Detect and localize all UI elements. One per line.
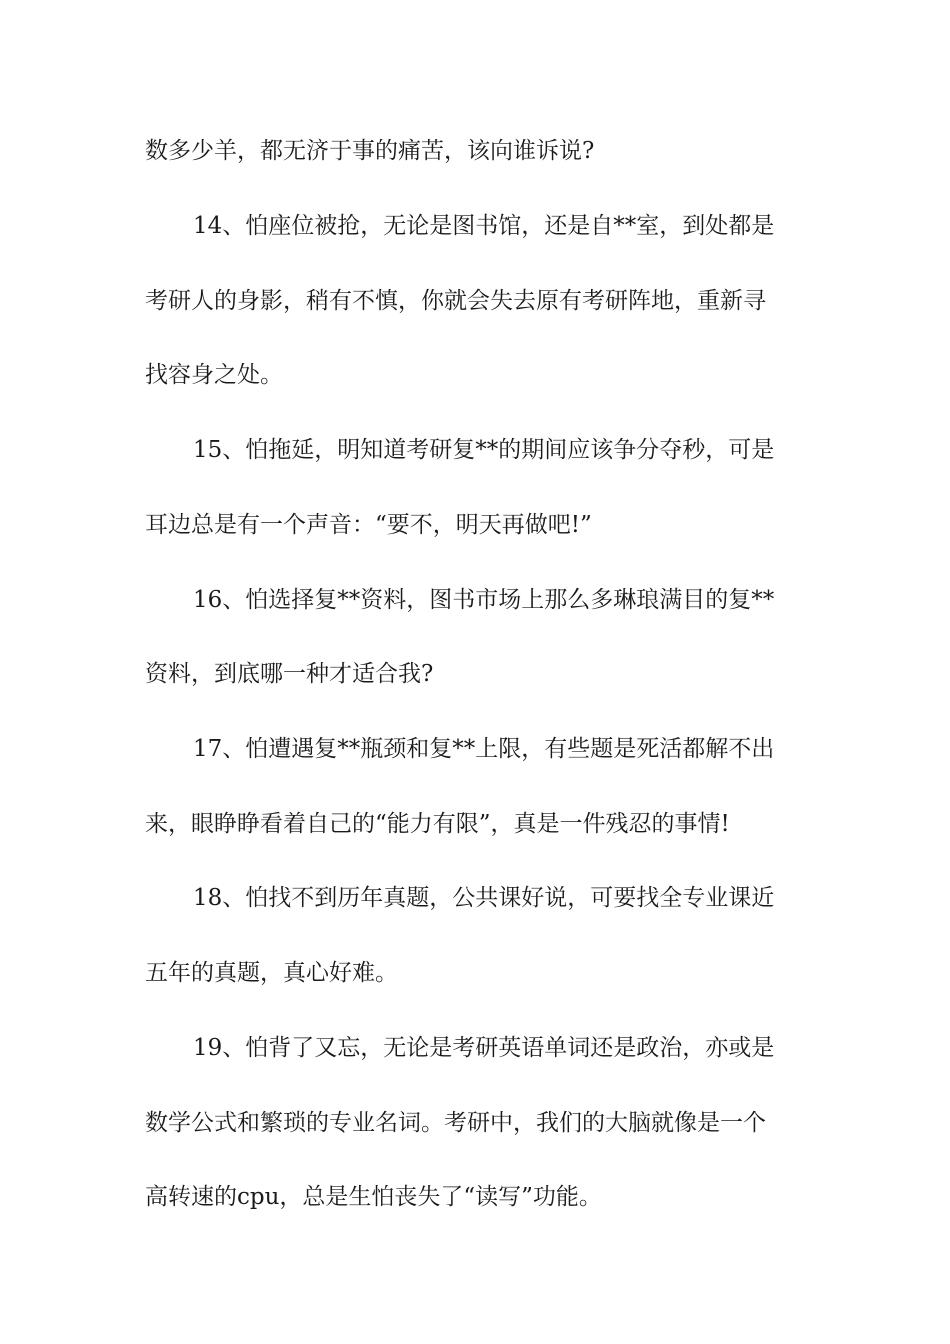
paragraph-line: 五年的真题，真心好难。: [145, 960, 398, 986]
paragraph-line: 17、怕遭遇复**瓶颈和复**上限，有些题是死活都解不出: [193, 736, 775, 762]
paragraph-line: 考研人的身影，稍有不慎，你就会失去原有考研阵地，重新寻: [145, 288, 766, 314]
paragraph-line: 耳边总是有一个声音：“要不，明天再做吧!”: [145, 512, 592, 538]
paragraph-line: 14、怕座位被抢，无论是图书馆，还是自**室，到处都是: [193, 213, 775, 239]
paragraph-line: 18、怕找不到历年真题，公共课好说，可要找全专业课近: [193, 885, 775, 911]
paragraph-line: 高转速的cpu，总是生怕丧失了“读写”功能。: [145, 1184, 602, 1210]
paragraph-line: 来，眼睁睁看着自己的“能力有限”，真是一件残忍的事情!: [145, 811, 730, 837]
paragraph-line: 资料，到底哪一种才适合我?: [145, 661, 434, 687]
paragraph-line: 16、怕选择复**资料，图书市场上那么多琳琅满目的复**: [193, 587, 775, 613]
paragraph-line: 找容身之处。: [145, 362, 283, 388]
paragraph-line: 19、怕背了又忘，无论是考研英语单词还是政治，亦或是: [193, 1035, 775, 1061]
paragraph-line: 数多少羊，都无济于事的痛苦，该向谁诉说?: [145, 138, 595, 164]
paragraph-line: 数学公式和繁琐的专业名词。考研中，我们的大脑就像是一个: [145, 1110, 766, 1136]
paragraph-line: 15、怕拖延，明知道考研复**的期间应该争分夺秒，可是: [193, 437, 775, 463]
